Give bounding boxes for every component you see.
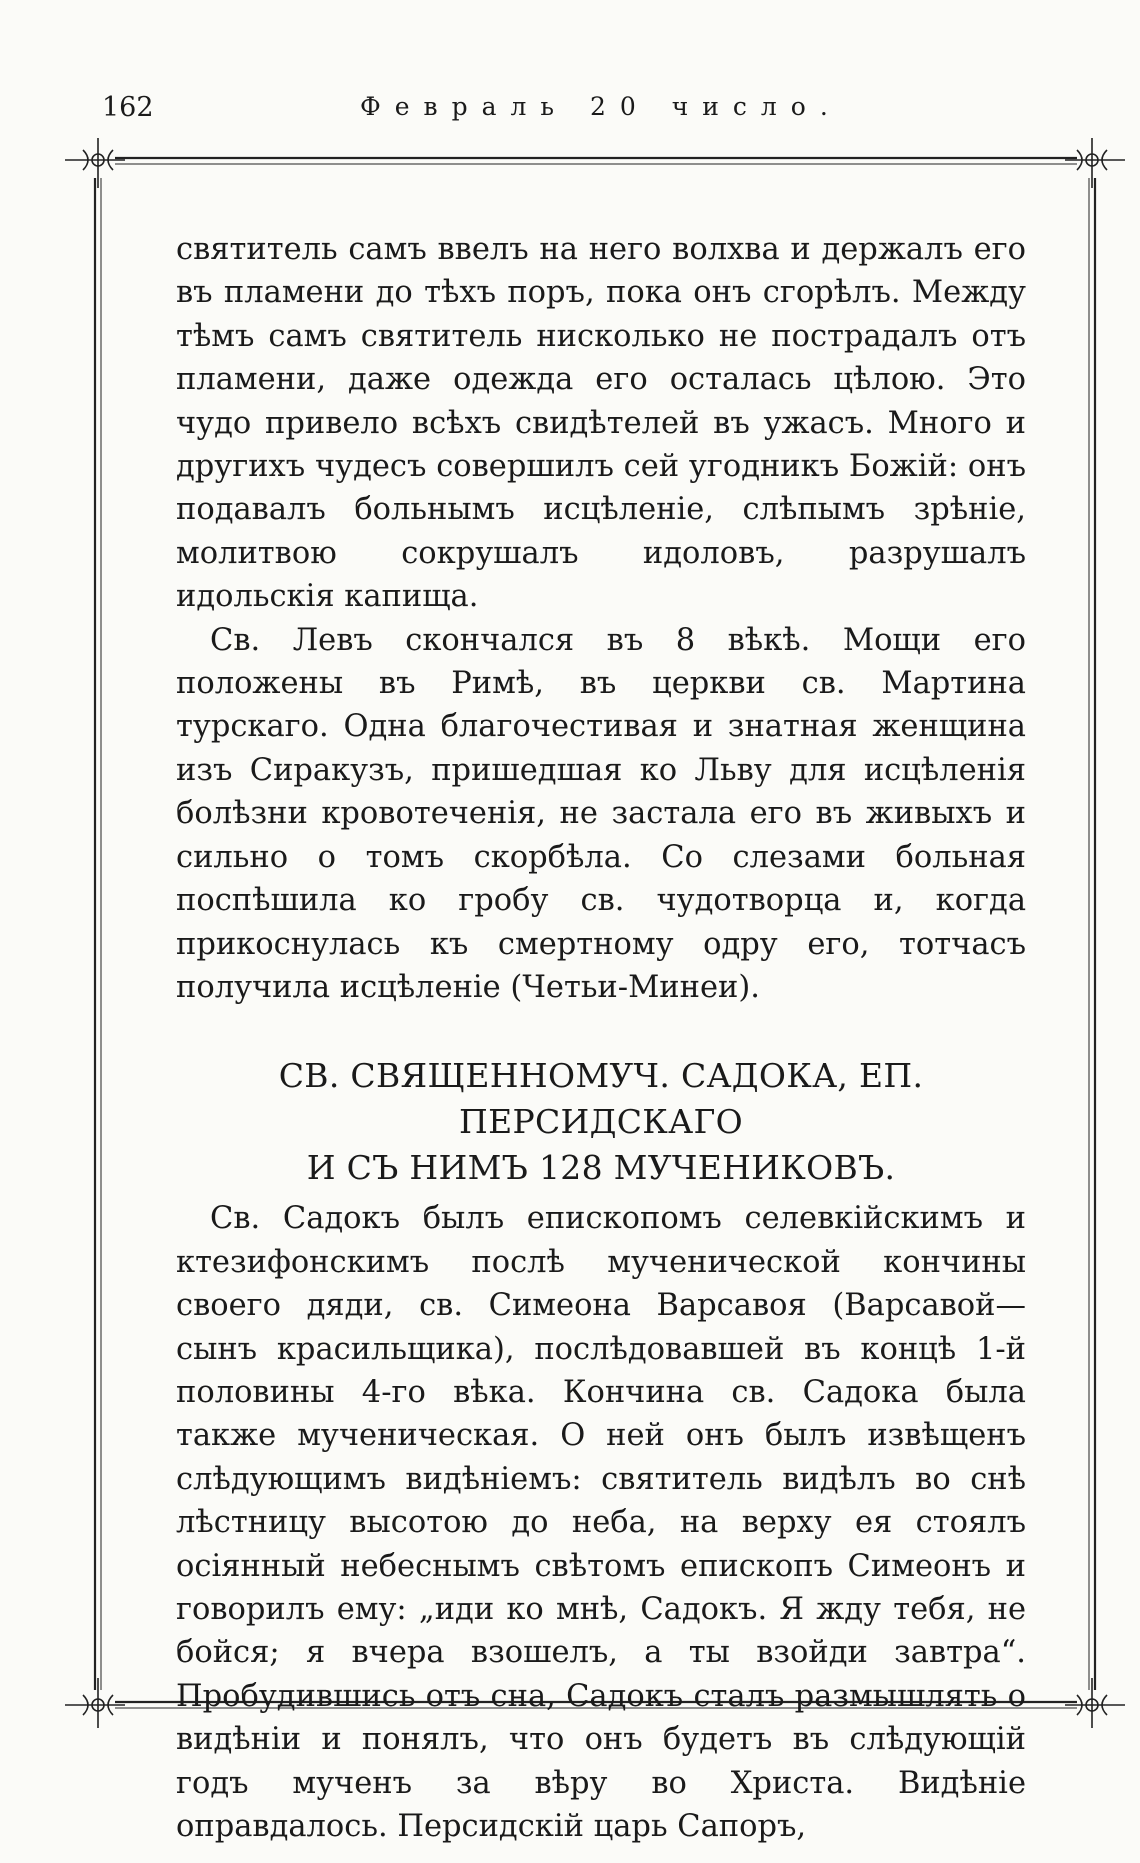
section-heading-line-1: СВ. СВЯЩЕННОМУЧ. САДОКА, ЕП. ПЕРСИДСКАГО <box>278 1056 924 1142</box>
page-number: 162 <box>102 92 154 123</box>
paragraph-2: Св. Левъ скончался въ 8 вѣкѣ. Мощи его положены въ Римѣ, въ церкви св. Мартина турскаго. Одна благочестивая и знатная женщина изъ Сиракузъ, пришедшая ко Льву для исцѣленія болѣзни кровотеченія, не застала его въ живыхъ и сильно о томъ скорбѣла. Со слезами больная поспѣшила ко гробу св. чудотворца и, когда прикоснулась къ смертному одру его, тотчасъ получила исцѣленіе (Четьи-Минеи). <box>176 622 1026 1005</box>
section-heading <box>176 1053 1026 1191</box>
page-body <box>176 228 1026 1848</box>
page-header <box>0 92 1140 132</box>
section-heading-line-2: И СЪ НИМЪ 128 МУЧЕНИКОВЪ. <box>306 1148 896 1188</box>
paragraph-3: Св. Садокъ былъ епископомъ селевкійскимъ и ктезифонскимъ послѣ мученической кончины своего дяди, св. Симеона Варсавоя (Варсавой—сынъ красильщика), послѣдовавшей въ концѣ 1-й половины 4-го вѣка. Кончина св. Садока была также мученическая. О ней онъ былъ извѣщенъ слѣдующимъ видѣніемъ: святитель видѣлъ во снѣ лѣстницу высотою до неба, на верху ея стоялъ осіянный небеснымъ свѣтомъ епископъ Симеонъ и говорилъ ему: „иди ко мнѣ, Садокъ. Я жду тебя, не бойся; я вчера взошелъ, а ты взойди завтра“. Пробудившись отъ сна, Садокъ сталъ размышлять о видѣніи и понялъ, что онъ будетъ въ слѣдующій годъ мученъ за вѣру во Христа. Видѣніе оправдалось. Персидскій царь Сапоръ, <box>176 1201 1026 1844</box>
running-title: Февраль 20 число. <box>360 92 842 121</box>
paragraph-1: святитель самъ ввелъ на него волхва и держалъ его въ пламени до тѣхъ поръ, пока онъ сгорѣлъ. Между тѣмъ самъ святитель нисколько не пострадалъ отъ пламени, даже одежда его осталась цѣлою. Это чудо привело всѣхъ свидѣтелей въ ужасъ. Много и другихъ чудесъ совершилъ сей угодникъ Божій: онъ подавалъ больнымъ исцѣленіе, слѣпымъ зрѣніе, молитвою сокрушалъ идоловъ, разрушалъ идольскія капища. <box>176 232 1026 615</box>
